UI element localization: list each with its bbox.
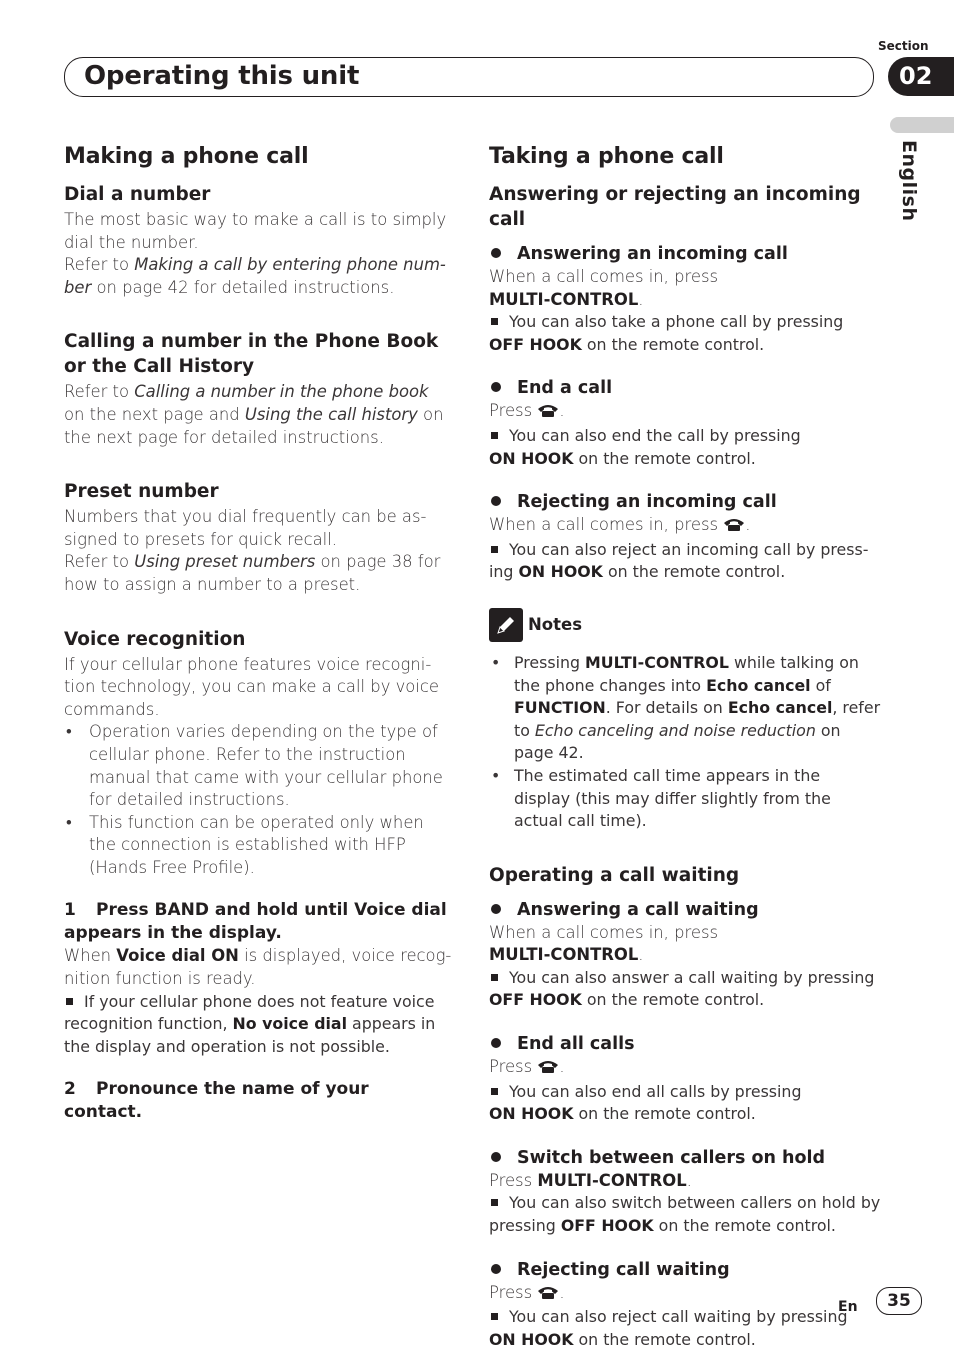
note-part: of xyxy=(810,675,831,695)
note-text: You can also reject an incoming call by press-ing xyxy=(489,539,869,582)
note-bold: ON HOOK xyxy=(489,1104,574,1124)
note-suffix: on the remote control. xyxy=(602,562,786,582)
w-end-press xyxy=(489,1056,881,1081)
note-bold: OFF HOOK xyxy=(560,1216,654,1236)
preset-heading: Preset number xyxy=(64,481,219,503)
dot-bullet-icon xyxy=(491,248,501,258)
press-text: Press xyxy=(489,1057,538,1077)
dial-number-refer xyxy=(64,254,452,299)
refer-prefix: Refer to xyxy=(64,255,135,275)
square-bullet-icon xyxy=(491,974,498,981)
refer-prefix: Refer to xyxy=(64,382,135,402)
step-1-note xyxy=(64,991,452,1059)
step-number: 2 xyxy=(64,1079,76,1100)
period: . xyxy=(638,945,644,965)
reject-text xyxy=(489,514,881,539)
note-part: on page 42. xyxy=(514,720,841,763)
press-text: Press xyxy=(489,401,538,421)
note-bold: Echo cancel xyxy=(706,675,811,695)
notes-header xyxy=(489,608,881,642)
phone-icon xyxy=(537,402,559,425)
note-suffix: on the remote control. xyxy=(573,1104,756,1124)
section-label: Section xyxy=(878,39,929,53)
phonebook-heading: Calling a number in the Phone Book or the Call History xyxy=(64,331,439,378)
section-number-tab: 02 xyxy=(888,57,954,96)
press-text: Press xyxy=(489,1170,538,1190)
answering-heading: Answering or rejecting an incoming call xyxy=(489,184,861,230)
note-suffix: on the remote control. xyxy=(573,448,756,468)
square-bullet-icon xyxy=(491,432,498,439)
answer-control xyxy=(489,289,881,312)
phone-icon xyxy=(537,1058,559,1081)
note-text: You can also end all calls by pressing xyxy=(509,1081,802,1101)
w-reject-press xyxy=(489,1282,881,1307)
refer-link: Using preset numbers xyxy=(134,552,316,572)
note-suffix: on the remote control. xyxy=(653,1216,836,1236)
desc-prefix: When xyxy=(64,946,117,966)
control-name: MULTI-CONTROL xyxy=(537,1170,687,1190)
step-1 xyxy=(64,899,452,945)
w-end-head xyxy=(489,1032,881,1056)
control-name: MULTI-CONTROL xyxy=(489,945,639,965)
head-text: End all calls xyxy=(517,1034,635,1055)
dot-bullet-icon xyxy=(491,382,501,392)
dot-bullet-icon xyxy=(491,496,501,506)
note-bold: ON HOOK xyxy=(489,448,574,468)
answer-note xyxy=(489,311,881,356)
footer-language: En xyxy=(838,1299,858,1315)
period: . xyxy=(559,1282,565,1302)
head-text: End a call xyxy=(517,378,613,399)
refer-suffix: on the next page for detailed instructions. xyxy=(64,404,444,447)
note-bold: OFF HOOK xyxy=(489,334,582,354)
end-press xyxy=(489,400,881,425)
step-2 xyxy=(64,1078,452,1124)
w-end-note xyxy=(489,1081,881,1126)
note-bold: Echo cancel xyxy=(727,698,833,718)
answer-head xyxy=(489,242,881,266)
making-call-title: Making a phone call xyxy=(64,144,309,169)
note-suffix: on the remote control. xyxy=(581,990,765,1010)
w-switch-head xyxy=(489,1146,881,1170)
refer-suffix: on page 42 for detailed instructions. xyxy=(91,277,395,297)
note-text: You can also reject call waiting by pressing xyxy=(509,1307,848,1327)
head-text: Rejecting call waiting xyxy=(517,1259,730,1280)
preset-refer xyxy=(64,551,452,596)
w-answer-control xyxy=(489,944,881,967)
taking-call-title: Taking a phone call xyxy=(489,144,724,169)
dot-bullet-icon xyxy=(491,1264,501,1274)
note-bold: No voice dial xyxy=(232,1014,348,1034)
notes-label: Notes xyxy=(528,615,583,635)
note-part: while talking on the phone changes into xyxy=(514,652,859,695)
square-bullet-icon xyxy=(491,546,498,553)
step-text: Press BAND and hold until Voice dial appears in the display. xyxy=(64,900,447,944)
list-item xyxy=(489,652,881,765)
list-item: • The estimated call time appears in the display (this may differ slightly from the actual call time). xyxy=(489,765,881,833)
voice-bullets xyxy=(64,721,452,879)
control-name: MULTI-CONTROL xyxy=(489,289,639,309)
note-text: You can also take a phone call by pressing xyxy=(509,312,844,332)
desc-suffix: is displayed, voice recog-nition function is ready. xyxy=(64,946,452,989)
reject-head xyxy=(489,490,881,514)
right-column xyxy=(489,140,881,1351)
note-suffix: on the remote control. xyxy=(581,334,765,354)
voice-heading: Voice recognition xyxy=(64,628,246,650)
head-text: Rejecting an incoming call xyxy=(517,492,777,513)
voice-text: If your cellular phone features voice recogni-tion technology, you can make a call by voice commands. xyxy=(64,654,439,719)
note-bold: OFF HOOK xyxy=(489,990,582,1010)
note-bold: ON HOOK xyxy=(518,562,603,582)
end-head xyxy=(489,376,881,400)
w-answer-head xyxy=(489,898,881,922)
refer-link: Calling a number in the phone book xyxy=(134,382,429,402)
head-text: Answering a call waiting xyxy=(517,899,759,920)
page-title: Operating this unit xyxy=(84,61,360,91)
list-item: • This function can be operated only when the connection is established with HFP (Hands Free Profile). xyxy=(64,812,452,880)
note-bold: MULTI-CONTROL xyxy=(585,652,729,672)
note-text: You can also switch between callers on hold by pressing xyxy=(489,1193,881,1236)
step-text: Pronounce the name of your contact. xyxy=(64,1079,369,1123)
press-text: Press xyxy=(489,1282,538,1302)
w-answer-note xyxy=(489,967,881,1012)
reject-note xyxy=(489,539,881,584)
note-part: . For details on xyxy=(605,698,728,718)
note-suffix: on the remote control. xyxy=(573,1329,756,1349)
square-bullet-icon xyxy=(491,318,498,325)
answer-text: When a call comes in, press xyxy=(489,267,719,286)
refer-link: Echo canceling and noise reduction xyxy=(534,720,816,740)
refer-link: Using the call history xyxy=(244,404,418,424)
period: . xyxy=(638,289,644,309)
note-text: You can also answer a call waiting by pressing xyxy=(509,967,875,987)
note-bold: ON HOOK xyxy=(489,1329,574,1349)
refer-prefix: Refer to xyxy=(64,552,135,572)
note-part: Pressing xyxy=(514,652,586,672)
dot-bullet-icon xyxy=(491,1038,501,1048)
note-text: You can also end the call by pressing xyxy=(509,425,801,445)
square-bullet-icon xyxy=(491,1313,498,1320)
phone-icon xyxy=(537,1284,559,1307)
w-reject-note xyxy=(489,1306,881,1351)
dot-bullet-icon xyxy=(491,904,501,914)
note-bold: FUNCTION xyxy=(514,698,606,718)
w-reject-head xyxy=(489,1258,881,1282)
period: . xyxy=(686,1170,692,1190)
note-suffix: appears in the display and operation is not possible. xyxy=(64,1014,436,1056)
refer-suffix: on page 38 for how to assign a number to a preset. xyxy=(64,552,441,594)
refer-mid: on the next page and xyxy=(64,404,245,424)
square-bullet-icon xyxy=(491,1199,498,1206)
head-text: Switch between callers on hold xyxy=(517,1147,826,1168)
w-switch-note xyxy=(489,1192,881,1237)
period: . xyxy=(559,1057,565,1077)
press-text: When a call comes in, press xyxy=(489,515,724,535)
phone-icon xyxy=(723,516,745,539)
w-switch-press xyxy=(489,1170,881,1193)
waiting-heading: Operating a call waiting xyxy=(489,864,740,886)
period: . xyxy=(745,515,751,535)
notes-list xyxy=(489,652,881,833)
dot-bullet-icon xyxy=(491,1152,501,1162)
desc-bold: Voice dial ON xyxy=(116,946,239,966)
w-answer-text: When a call comes in, press xyxy=(489,922,719,942)
step-number: 1 xyxy=(64,900,76,921)
preset-text: Numbers that you dial frequently can be as-signed to presets for quick recall. xyxy=(64,507,427,549)
note-prefix: If your cellular phone does not feature voice recognition function, xyxy=(64,991,435,1034)
note-part: , refer to xyxy=(514,698,881,740)
end-note xyxy=(489,425,881,470)
list-item: • Operation varies depending on the type of cellular phone. Refer to the instruction manual that came with your cellular phone for detailed instructions. xyxy=(64,721,452,811)
dial-number-heading: Dial a number xyxy=(64,184,211,205)
left-column xyxy=(64,140,452,1124)
period: . xyxy=(559,401,565,421)
language-tab xyxy=(890,117,954,133)
step-1-desc xyxy=(64,945,452,990)
head-text: Answering an incoming call xyxy=(517,244,788,264)
page-number: 35 xyxy=(876,1287,922,1315)
pencil-note-icon xyxy=(489,608,523,642)
phonebook-refer xyxy=(64,381,452,449)
square-bullet-icon xyxy=(491,1088,498,1095)
dial-number-text: The most basic way to make a call is to simply dial the number. xyxy=(64,210,447,252)
refer-link: Making a call by entering phone num-ber xyxy=(64,255,446,297)
square-bullet-icon xyxy=(66,998,73,1005)
language-label: English xyxy=(898,140,920,222)
